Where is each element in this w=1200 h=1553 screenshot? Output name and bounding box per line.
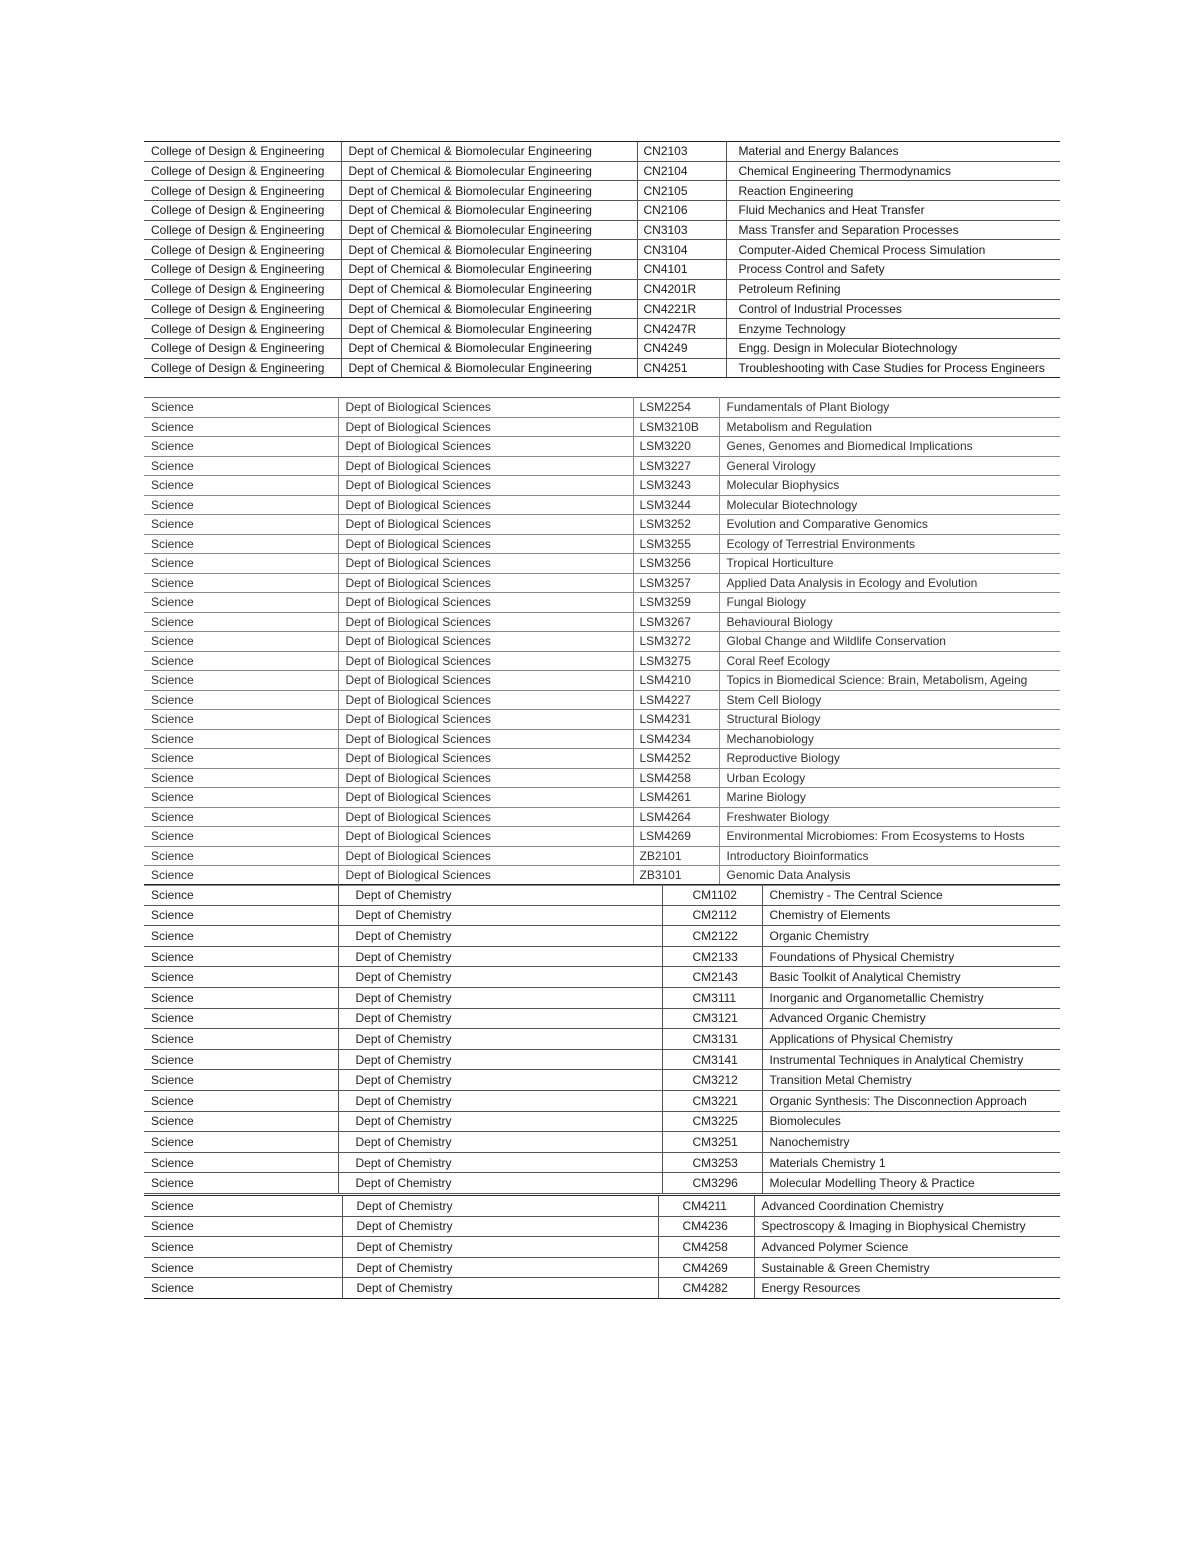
module-code-cell: LSM3227 [633, 456, 719, 476]
faculty-cell: Science [144, 1090, 338, 1111]
faculty-cell: Science [144, 729, 338, 749]
table-body [144, 398, 1060, 886]
module-code-cell: LSM3257 [633, 573, 719, 593]
department-cell: Dept of Chemistry [338, 946, 662, 967]
faculty-cell: College of Design & Engineering [144, 201, 341, 221]
table-row [144, 476, 1060, 496]
module-code-cell: ZB3101 [633, 866, 719, 886]
module-title-cell: Fluid Mechanics and Heat Transfer [726, 201, 1060, 221]
faculty-cell: Science [144, 554, 338, 574]
table-row [144, 338, 1060, 358]
faculty-cell: Science [144, 632, 338, 652]
faculty-cell: College of Design & Engineering [144, 279, 341, 299]
faculty-cell: Science [144, 690, 338, 710]
module-title-cell: Environmental Microbiomes: From Ecosystems to Hosts [719, 827, 1060, 847]
module-code-cell: CN4201R [637, 279, 726, 299]
table-row [144, 260, 1060, 280]
table-row [144, 885, 1060, 906]
module-code-cell: CN2103 [637, 142, 726, 162]
table-row [144, 788, 1060, 808]
module-code-cell: CN4221R [637, 299, 726, 319]
faculty-cell: Science [144, 417, 338, 437]
faculty-cell: Science [144, 437, 338, 457]
module-title-cell: Tropical Horticulture [719, 554, 1060, 574]
module-title-cell: Petroleum Refining [726, 279, 1060, 299]
faculty-cell: Science [144, 768, 338, 788]
module-title-cell: Advanced Polymer Science [754, 1237, 1060, 1258]
table-row [144, 1196, 1060, 1217]
module-title-cell: Marine Biology [719, 788, 1060, 808]
module-title-cell: Instrumental Techniques in Analytical Chemistry [762, 1049, 1060, 1070]
table-row [144, 671, 1060, 691]
module-title-cell: General Virology [719, 456, 1060, 476]
module-code-cell: LSM4264 [633, 807, 719, 827]
department-cell: Dept of Chemistry [338, 1090, 662, 1111]
module-title-cell: Molecular Biophysics [719, 476, 1060, 496]
module-title-cell: Molecular Modelling Theory & Practice [762, 1173, 1060, 1194]
faculty-cell: Science [144, 885, 338, 906]
table-row [144, 1237, 1060, 1258]
module-title-cell: Troubleshooting with Case Studies for Process Engineers [726, 358, 1060, 378]
module-code-cell: CN3103 [637, 220, 726, 240]
module-title-cell: Energy Resources [754, 1278, 1060, 1299]
faculty-cell: Science [144, 1196, 342, 1217]
table-body [144, 885, 1060, 1194]
department-cell: Dept of Biological Sciences [338, 534, 633, 554]
faculty-cell: College of Design & Engineering [144, 260, 341, 280]
faculty-cell: College of Design & Engineering [144, 161, 341, 181]
module-code-cell: LSM3243 [633, 476, 719, 496]
table-row [144, 612, 1060, 632]
module-title-cell: Organic Synthesis: The Disconnection Approach [762, 1090, 1060, 1111]
table-row [144, 926, 1060, 947]
table-row [144, 240, 1060, 260]
faculty-cell: College of Design & Engineering [144, 142, 341, 162]
faculty-cell: Science [144, 807, 338, 827]
table-row [144, 593, 1060, 613]
module-code-cell: ZB2101 [633, 846, 719, 866]
department-cell: Dept of Chemistry [342, 1216, 658, 1237]
module-code-cell: LSM3252 [633, 515, 719, 535]
department-cell: Dept of Chemistry [342, 1196, 658, 1217]
table-row [144, 1132, 1060, 1153]
module-code-cell: CM3141 [662, 1049, 762, 1070]
module-code-cell: CM4282 [658, 1278, 754, 1299]
module-code-cell: CM4211 [658, 1196, 754, 1217]
faculty-cell: Science [144, 710, 338, 730]
module-code-cell: LSM4234 [633, 729, 719, 749]
department-cell: Dept of Biological Sciences [338, 690, 633, 710]
department-cell: Dept of Chemistry [338, 885, 662, 906]
module-title-cell: Sustainable & Green Chemistry [754, 1257, 1060, 1278]
module-title-cell: Genomic Data Analysis [719, 866, 1060, 886]
department-cell: Dept of Biological Sciences [338, 651, 633, 671]
module-title-cell: Engg. Design in Molecular Biotechnology [726, 338, 1060, 358]
faculty-cell: Science [144, 1152, 338, 1173]
department-cell: Dept of Chemistry [338, 967, 662, 988]
department-cell: Dept of Biological Sciences [338, 807, 633, 827]
module-code-cell: CM4269 [658, 1257, 754, 1278]
department-cell: Dept of Biological Sciences [338, 495, 633, 515]
table-row [144, 398, 1060, 418]
table-row [144, 710, 1060, 730]
department-cell: Dept of Chemistry [338, 1070, 662, 1091]
module-code-cell: LSM3272 [633, 632, 719, 652]
faculty-cell: Science [144, 1216, 342, 1237]
module-title-cell: Organic Chemistry [762, 926, 1060, 947]
module-code-cell: CM3212 [662, 1070, 762, 1091]
module-code-cell: CM3253 [662, 1152, 762, 1173]
department-cell: Dept of Chemical & Biomolecular Engineering [341, 240, 637, 260]
department-cell: Dept of Biological Sciences [338, 515, 633, 535]
department-cell: Dept of Biological Sciences [338, 671, 633, 691]
faculty-cell: Science [144, 967, 338, 988]
faculty-cell: Science [144, 866, 338, 886]
module-title-cell: Foundations of Physical Chemistry [762, 946, 1060, 967]
module-code-cell: CN2106 [637, 201, 726, 221]
table-row [144, 1049, 1060, 1070]
module-code-cell: LSM4269 [633, 827, 719, 847]
faculty-cell: Science [144, 1132, 338, 1153]
module-title-cell: Advanced Coordination Chemistry [754, 1196, 1060, 1217]
table-row [144, 632, 1060, 652]
module-title-cell: Coral Reef Ecology [719, 651, 1060, 671]
table-row [144, 1173, 1060, 1194]
module-title-cell: Global Change and Wildlife Conservation [719, 632, 1060, 652]
module-code-cell: CN4247R [637, 319, 726, 339]
department-cell: Dept of Chemistry [338, 905, 662, 926]
table-row [144, 651, 1060, 671]
department-cell: Dept of Chemistry [338, 1152, 662, 1173]
department-cell: Dept of Chemistry [338, 1029, 662, 1050]
table-row [144, 573, 1060, 593]
department-cell: Dept of Chemistry [338, 1132, 662, 1153]
table-row [144, 358, 1060, 378]
department-cell: Dept of Chemical & Biomolecular Engineering [341, 220, 637, 240]
module-title-cell: Mechanobiology [719, 729, 1060, 749]
module-code-cell: LSM3256 [633, 554, 719, 574]
module-title-cell: Freshwater Biology [719, 807, 1060, 827]
faculty-cell: Science [144, 515, 338, 535]
module-title-cell: Applications of Physical Chemistry [762, 1029, 1060, 1050]
module-title-cell: Advanced Organic Chemistry [762, 1008, 1060, 1029]
table-row [144, 1152, 1060, 1173]
module-title-cell: Ecology of Terrestrial Environments [719, 534, 1060, 554]
department-cell: Dept of Biological Sciences [338, 593, 633, 613]
table-row [144, 1070, 1060, 1091]
faculty-cell: Science [144, 1008, 338, 1029]
module-code-cell: CM2112 [662, 905, 762, 926]
faculty-cell: Science [144, 1278, 342, 1299]
module-title-cell: Topics in Biomedical Science: Brain, Metabolism, Ageing [719, 671, 1060, 691]
department-cell: Dept of Chemistry [338, 1111, 662, 1132]
module-title-cell: Genes, Genomes and Biomedical Implications [719, 437, 1060, 457]
module-code-cell: LSM4261 [633, 788, 719, 808]
table-row [144, 456, 1060, 476]
department-cell: Dept of Chemical & Biomolecular Engineering [341, 201, 637, 221]
faculty-cell: Science [144, 671, 338, 691]
faculty-cell: Science [144, 788, 338, 808]
module-code-cell: CN4249 [637, 338, 726, 358]
faculty-cell: College of Design & Engineering [144, 319, 341, 339]
module-code-cell: CM1102 [662, 885, 762, 906]
table-row [144, 534, 1060, 554]
department-cell: Dept of Chemistry [338, 1008, 662, 1029]
table-row [144, 690, 1060, 710]
department-cell: Dept of Chemical & Biomolecular Engineering [341, 181, 637, 201]
faculty-cell: Science [144, 946, 338, 967]
department-cell: Dept of Chemical & Biomolecular Engineering [341, 299, 637, 319]
faculty-cell: Science [144, 534, 338, 554]
module-code-cell: LSM3220 [633, 437, 719, 457]
module-title-cell: Fundamentals of Plant Biology [719, 398, 1060, 418]
module-title-cell: Spectroscopy & Imaging in Biophysical Chemistry [754, 1216, 1060, 1237]
table-body [144, 142, 1060, 378]
faculty-cell: Science [144, 1173, 338, 1194]
table-row [144, 846, 1060, 866]
table-row [144, 1257, 1060, 1278]
department-cell: Dept of Chemical & Biomolecular Engineering [341, 358, 637, 378]
module-code-cell: CM3221 [662, 1090, 762, 1111]
module-title-cell: Basic Toolkit of Analytical Chemistry [762, 967, 1060, 988]
table-row [144, 807, 1060, 827]
module-title-cell: Process Control and Safety [726, 260, 1060, 280]
module-title-cell: Structural Biology [719, 710, 1060, 730]
faculty-cell: Science [144, 573, 338, 593]
table-row [144, 768, 1060, 788]
department-cell: Dept of Biological Sciences [338, 768, 633, 788]
module-title-cell: Fungal Biology [719, 593, 1060, 613]
table-row [144, 554, 1060, 574]
module-title-cell: Urban Ecology [719, 768, 1060, 788]
module-title-cell: Evolution and Comparative Genomics [719, 515, 1060, 535]
table-row [144, 1111, 1060, 1132]
table-body [144, 1196, 1060, 1299]
module-title-cell: Control of Industrial Processes [726, 299, 1060, 319]
department-cell: Dept of Chemistry [342, 1278, 658, 1299]
module-title-cell: Reaction Engineering [726, 181, 1060, 201]
faculty-cell: Science [144, 926, 338, 947]
module-code-cell: LSM3244 [633, 495, 719, 515]
department-cell: Dept of Chemical & Biomolecular Engineering [341, 319, 637, 339]
module-title-cell: Reproductive Biology [719, 749, 1060, 769]
department-cell: Dept of Chemical & Biomolecular Engineering [341, 142, 637, 162]
department-cell: Dept of Biological Sciences [338, 456, 633, 476]
faculty-cell: Science [144, 1237, 342, 1258]
module-code-cell: LSM3267 [633, 612, 719, 632]
department-cell: Dept of Biological Sciences [338, 632, 633, 652]
table-row [144, 299, 1060, 319]
table-row [144, 1278, 1060, 1299]
department-cell: Dept of Chemistry [338, 926, 662, 947]
department-cell: Dept of Chemical & Biomolecular Engineering [341, 338, 637, 358]
module-code-cell: LSM3255 [633, 534, 719, 554]
faculty-cell: College of Design & Engineering [144, 338, 341, 358]
department-cell: Dept of Chemical & Biomolecular Engineering [341, 279, 637, 299]
module-title-cell: Material and Energy Balances [726, 142, 1060, 162]
faculty-cell: Science [144, 1029, 338, 1050]
department-cell: Dept of Chemistry [342, 1257, 658, 1278]
table-biological-sciences [144, 397, 1060, 886]
module-code-cell: LSM4258 [633, 768, 719, 788]
module-title-cell: Transition Metal Chemistry [762, 1070, 1060, 1091]
table-row [144, 1029, 1060, 1050]
table-row [144, 1090, 1060, 1111]
module-title-cell: Mass Transfer and Separation Processes [726, 220, 1060, 240]
module-code-cell: CN4101 [637, 260, 726, 280]
department-cell: Dept of Biological Sciences [338, 554, 633, 574]
table-row [144, 946, 1060, 967]
department-cell: Dept of Biological Sciences [338, 827, 633, 847]
table-row [144, 827, 1060, 847]
department-cell: Dept of Biological Sciences [338, 612, 633, 632]
table-row [144, 1216, 1060, 1237]
table-row [144, 987, 1060, 1008]
module-title-cell: Materials Chemistry 1 [762, 1152, 1060, 1173]
module-title-cell: Enzyme Technology [726, 319, 1060, 339]
faculty-cell: Science [144, 651, 338, 671]
module-code-cell: LSM4227 [633, 690, 719, 710]
faculty-cell: Science [144, 987, 338, 1008]
faculty-cell: Science [144, 593, 338, 613]
module-title-cell: Applied Data Analysis in Ecology and Evolution [719, 573, 1060, 593]
department-cell: Dept of Biological Sciences [338, 476, 633, 496]
module-code-cell: LSM3259 [633, 593, 719, 613]
module-code-cell: CM3121 [662, 1008, 762, 1029]
table-row [144, 161, 1060, 181]
module-title-cell: Biomolecules [762, 1111, 1060, 1132]
module-title-cell: Molecular Biotechnology [719, 495, 1060, 515]
table-row [144, 437, 1060, 457]
department-cell: Dept of Biological Sciences [338, 729, 633, 749]
module-title-cell: Stem Cell Biology [719, 690, 1060, 710]
table-chemistry-part-b [144, 1195, 1060, 1299]
table-row [144, 905, 1060, 926]
faculty-cell: Science [144, 1070, 338, 1091]
table-row [144, 1008, 1060, 1029]
module-code-cell: CN2105 [637, 181, 726, 201]
faculty-cell: College of Design & Engineering [144, 358, 341, 378]
faculty-cell: Science [144, 495, 338, 515]
module-code-cell: CM2122 [662, 926, 762, 947]
department-cell: Dept of Chemical & Biomolecular Engineering [341, 260, 637, 280]
module-title-cell: Metabolism and Regulation [719, 417, 1060, 437]
faculty-cell: Science [144, 476, 338, 496]
module-code-cell: CM3296 [662, 1173, 762, 1194]
module-code-cell: CM4258 [658, 1237, 754, 1258]
module-code-cell: LSM4210 [633, 671, 719, 691]
module-code-cell: CM3111 [662, 987, 762, 1008]
faculty-cell: Science [144, 456, 338, 476]
department-cell: Dept of Chemical & Biomolecular Engineering [341, 161, 637, 181]
faculty-cell: Science [144, 1049, 338, 1070]
module-code-cell: LSM4252 [633, 749, 719, 769]
faculty-cell: Science [144, 905, 338, 926]
department-cell: Dept of Biological Sciences [338, 846, 633, 866]
table-row [144, 749, 1060, 769]
module-code-cell: CN2104 [637, 161, 726, 181]
module-code-cell: CM2133 [662, 946, 762, 967]
module-code-cell: LSM3275 [633, 651, 719, 671]
faculty-cell: College of Design & Engineering [144, 181, 341, 201]
department-cell: Dept of Chemistry [338, 1049, 662, 1070]
faculty-cell: Science [144, 1257, 342, 1278]
table-row [144, 181, 1060, 201]
faculty-cell: Science [144, 1111, 338, 1132]
department-cell: Dept of Biological Sciences [338, 417, 633, 437]
department-cell: Dept of Chemistry [342, 1237, 658, 1258]
department-cell: Dept of Biological Sciences [338, 710, 633, 730]
faculty-cell: Science [144, 846, 338, 866]
module-code-cell: LSM3210B [633, 417, 719, 437]
module-title-cell: Chemistry - The Central Science [762, 885, 1060, 906]
module-code-cell: CN4251 [637, 358, 726, 378]
module-title-cell: Chemistry of Elements [762, 905, 1060, 926]
table-row [144, 495, 1060, 515]
department-cell: Dept of Biological Sciences [338, 749, 633, 769]
department-cell: Dept of Biological Sciences [338, 788, 633, 808]
department-cell: Dept of Biological Sciences [338, 573, 633, 593]
faculty-cell: College of Design & Engineering [144, 220, 341, 240]
module-title-cell: Behavioural Biology [719, 612, 1060, 632]
table-row [144, 729, 1060, 749]
table-row [144, 201, 1060, 221]
module-title-cell: Introductory Bioinformatics [719, 846, 1060, 866]
table-row [144, 220, 1060, 240]
faculty-cell: Science [144, 612, 338, 632]
table-row [144, 866, 1060, 886]
module-title-cell: Nanochemistry [762, 1132, 1060, 1153]
module-code-cell: CM3131 [662, 1029, 762, 1050]
faculty-cell: Science [144, 398, 338, 418]
table-row [144, 967, 1060, 988]
department-cell: Dept of Biological Sciences [338, 437, 633, 457]
module-code-cell: CM3225 [662, 1111, 762, 1132]
module-code-cell: CN3104 [637, 240, 726, 260]
module-code-cell: CM4236 [658, 1216, 754, 1237]
faculty-cell: Science [144, 749, 338, 769]
module-title-cell: Computer-Aided Chemical Process Simulation [726, 240, 1060, 260]
department-cell: Dept of Biological Sciences [338, 398, 633, 418]
faculty-cell: College of Design & Engineering [144, 240, 341, 260]
table-chemistry-part-a [144, 884, 1060, 1194]
faculty-cell: College of Design & Engineering [144, 299, 341, 319]
table-row [144, 417, 1060, 437]
department-cell: Dept of Chemistry [338, 987, 662, 1008]
department-cell: Dept of Biological Sciences [338, 866, 633, 886]
table-row [144, 279, 1060, 299]
module-title-cell: Inorganic and Organometallic Chemistry [762, 987, 1060, 1008]
module-title-cell: Chemical Engineering Thermodynamics [726, 161, 1060, 181]
department-cell: Dept of Chemistry [338, 1173, 662, 1194]
table-row [144, 319, 1060, 339]
module-code-cell: LSM4231 [633, 710, 719, 730]
table-chemical-biomolecular-engineering [144, 141, 1060, 378]
module-code-cell: CM3251 [662, 1132, 762, 1153]
table-row [144, 142, 1060, 162]
faculty-cell: Science [144, 827, 338, 847]
table-row [144, 515, 1060, 535]
module-code-cell: CM2143 [662, 967, 762, 988]
module-code-cell: LSM2254 [633, 398, 719, 418]
